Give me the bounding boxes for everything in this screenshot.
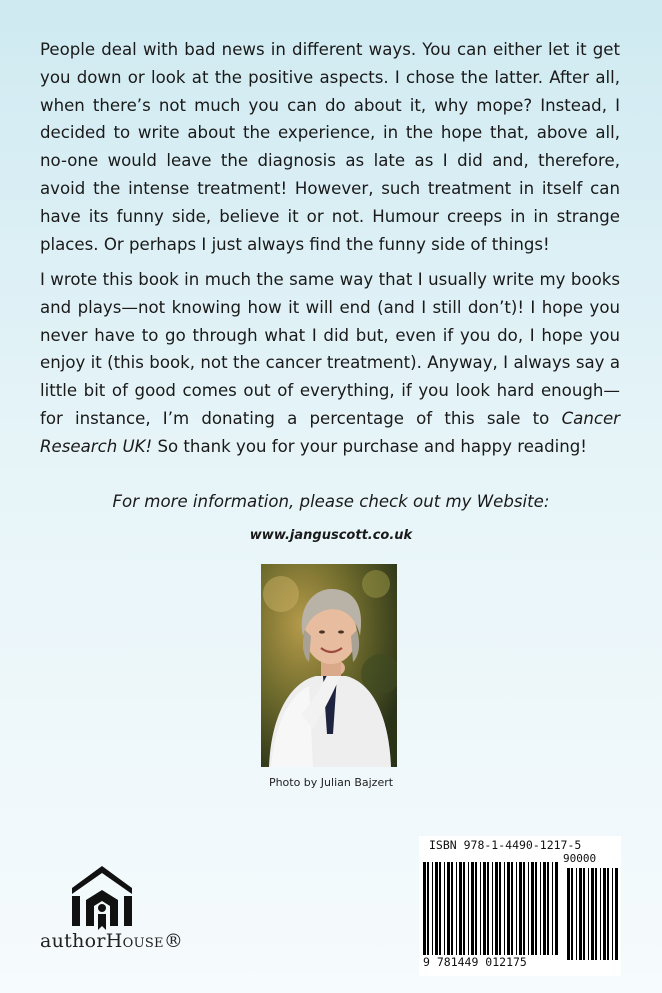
paragraph-2-end: So thank you for your purchase and happy reading! xyxy=(152,436,587,456)
blurb-paragraph-1: People deal with bad news in different ways. You can either let it get you down or look at the positive aspects. I chose the latter. After all, when there’s not much you can do about it, why mope? Instead, I decided to write about the experience, in the hope that, above all, no-one would leave the diagnosis as late as I did and, therefore, avoid the intense treatment! However, such treatment in itself can have its funny side, believe it or not. Humour creeps in in strange places. Or perhaps I just always find the funny side of things! xyxy=(40,40,620,254)
website-url: www.janguscott.co.uk xyxy=(249,528,413,543)
paragraph-2-start: I wrote this book in much the same way that I usually write my books and plays—not knowing how it will end (and I still don’t)! I hope you never have to go through what I did but, even if you do, I hope you enjoy it (this book, not the cancer treatment). Anyway, I always say a little bit of good comes out of everything, if you look hard enough—for instance, I’m donating a percentage of this sale to xyxy=(40,270,620,428)
author-photo xyxy=(261,564,397,767)
price-code: 90000 xyxy=(563,852,597,865)
more-info-line: For more information, please check out my Website: xyxy=(112,492,550,511)
ean-number: 9 781449 012175 xyxy=(423,955,563,969)
barcode-icon xyxy=(419,852,621,962)
isbn-label: ISBN 978-1-4490-1217-5 xyxy=(429,838,582,852)
publisher-name-lower: author xyxy=(40,930,106,952)
charity-name: Cancer Research UK! xyxy=(40,408,620,456)
photo-caption: Photo by Julian Bajzert xyxy=(268,776,394,789)
author-portrait-image xyxy=(261,564,397,767)
blurb-paragraph-2 xyxy=(40,266,620,461)
publisher-name xyxy=(40,930,183,952)
publisher-name-caps: House xyxy=(105,930,164,952)
publisher-registered-mark: ® xyxy=(163,930,184,952)
barcode-panel xyxy=(419,836,621,976)
